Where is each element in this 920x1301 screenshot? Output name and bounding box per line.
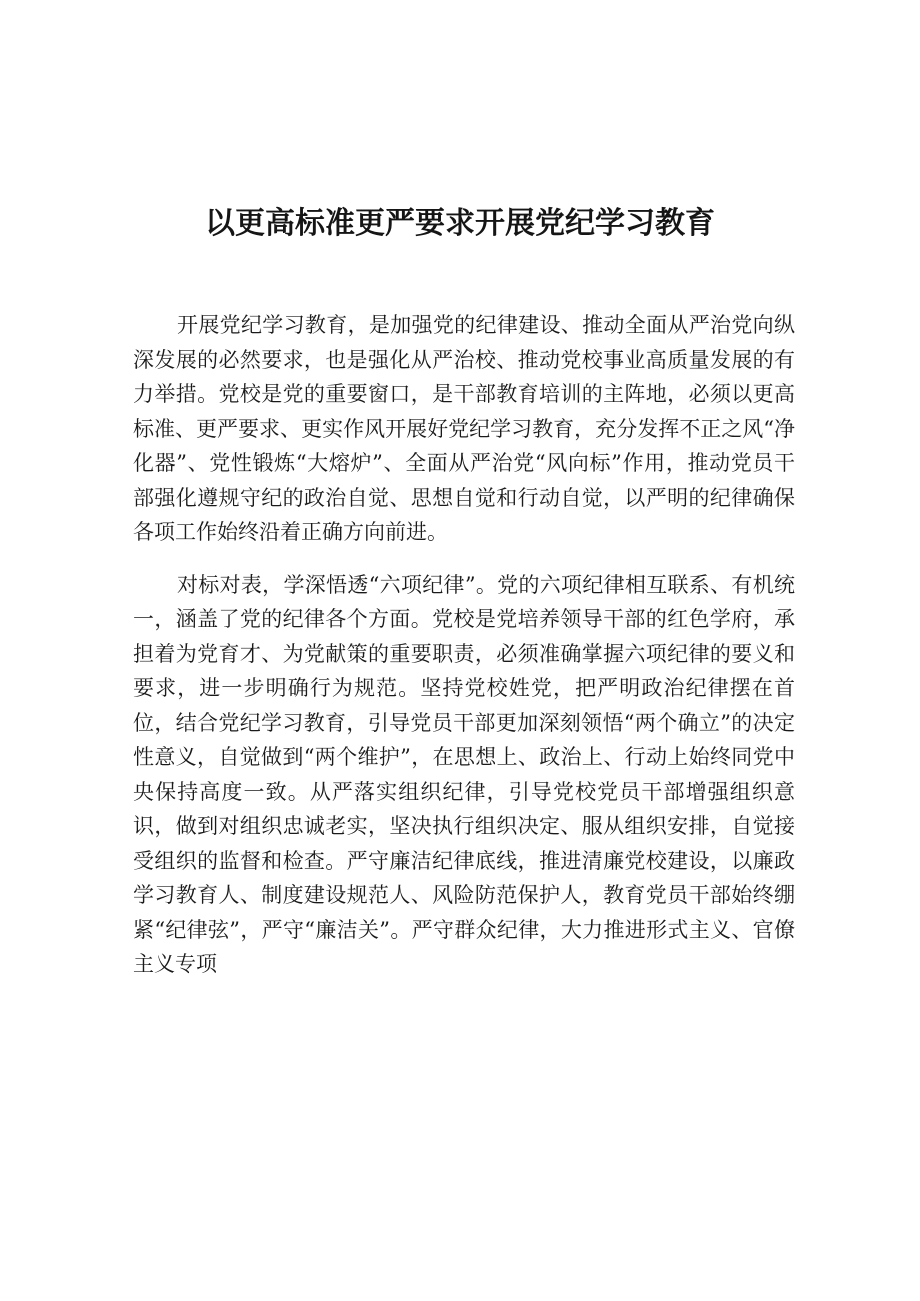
- paragraph-intro: 开展党纪学习教育，是加强党的纪律建设、推动全面从严治党向纵深发展的必然要求，也是强化从严治校、推动党校事业高质量发展的有力举措。党校是党的重要窗口，是干部教育培训的主阵地，必须以更高标准、更严要求、更实作风开展好党纪学习教育，充分发挥不正之风“净化器”、党性锻炼“大熔炉”、全面从严治党“风向标”作用，推动党员干部强化遵规守纪的政治自觉、思想自觉和行动自觉，以严明的纪律确保各项工作始终沿着正确方向前进。: [133, 313, 795, 544]
- document-title: 以更高标准更严要求开展党纪学习教育: [205, 206, 715, 241]
- paragraph-six-disciplines: 对标对表，学深悟透“六项纪律”。党的六项纪律相互联系、有机统一，涵盖了党的纪律各个方面。党校是党培养领导干部的红色学府，承担着为党育才、为党献策的重要职责，必须准确掌握六项纪律的要义和要求，进一步明确行为规范。坚持党校姓党，把严明政治纪律摆在首位，结合党纪学习教育，引导党员干部更加深刻领悟“两个确立”的决定性意义，自觉做到“两个维护”，在思想上、政治上、行动上始终同党中央保持高度一致。从严落实组织纪律，引导党校党员干部增强组织意识，做到对组织忠诚老实，坚决执行组织决定、服从组织安排，自觉接受组织的监督和检查。严守廉洁纪律底线，推进清廉党校建设，以廉政学习教育人、制度建设规范人、风险防范保护人，教育党员干部始终绷紧“纪律弦”，严守“廉洁关”。严守群众纪律，大力推进形式主义、官僚主义专项: [133, 572, 795, 976]
- document-body: [133, 308, 795, 982]
